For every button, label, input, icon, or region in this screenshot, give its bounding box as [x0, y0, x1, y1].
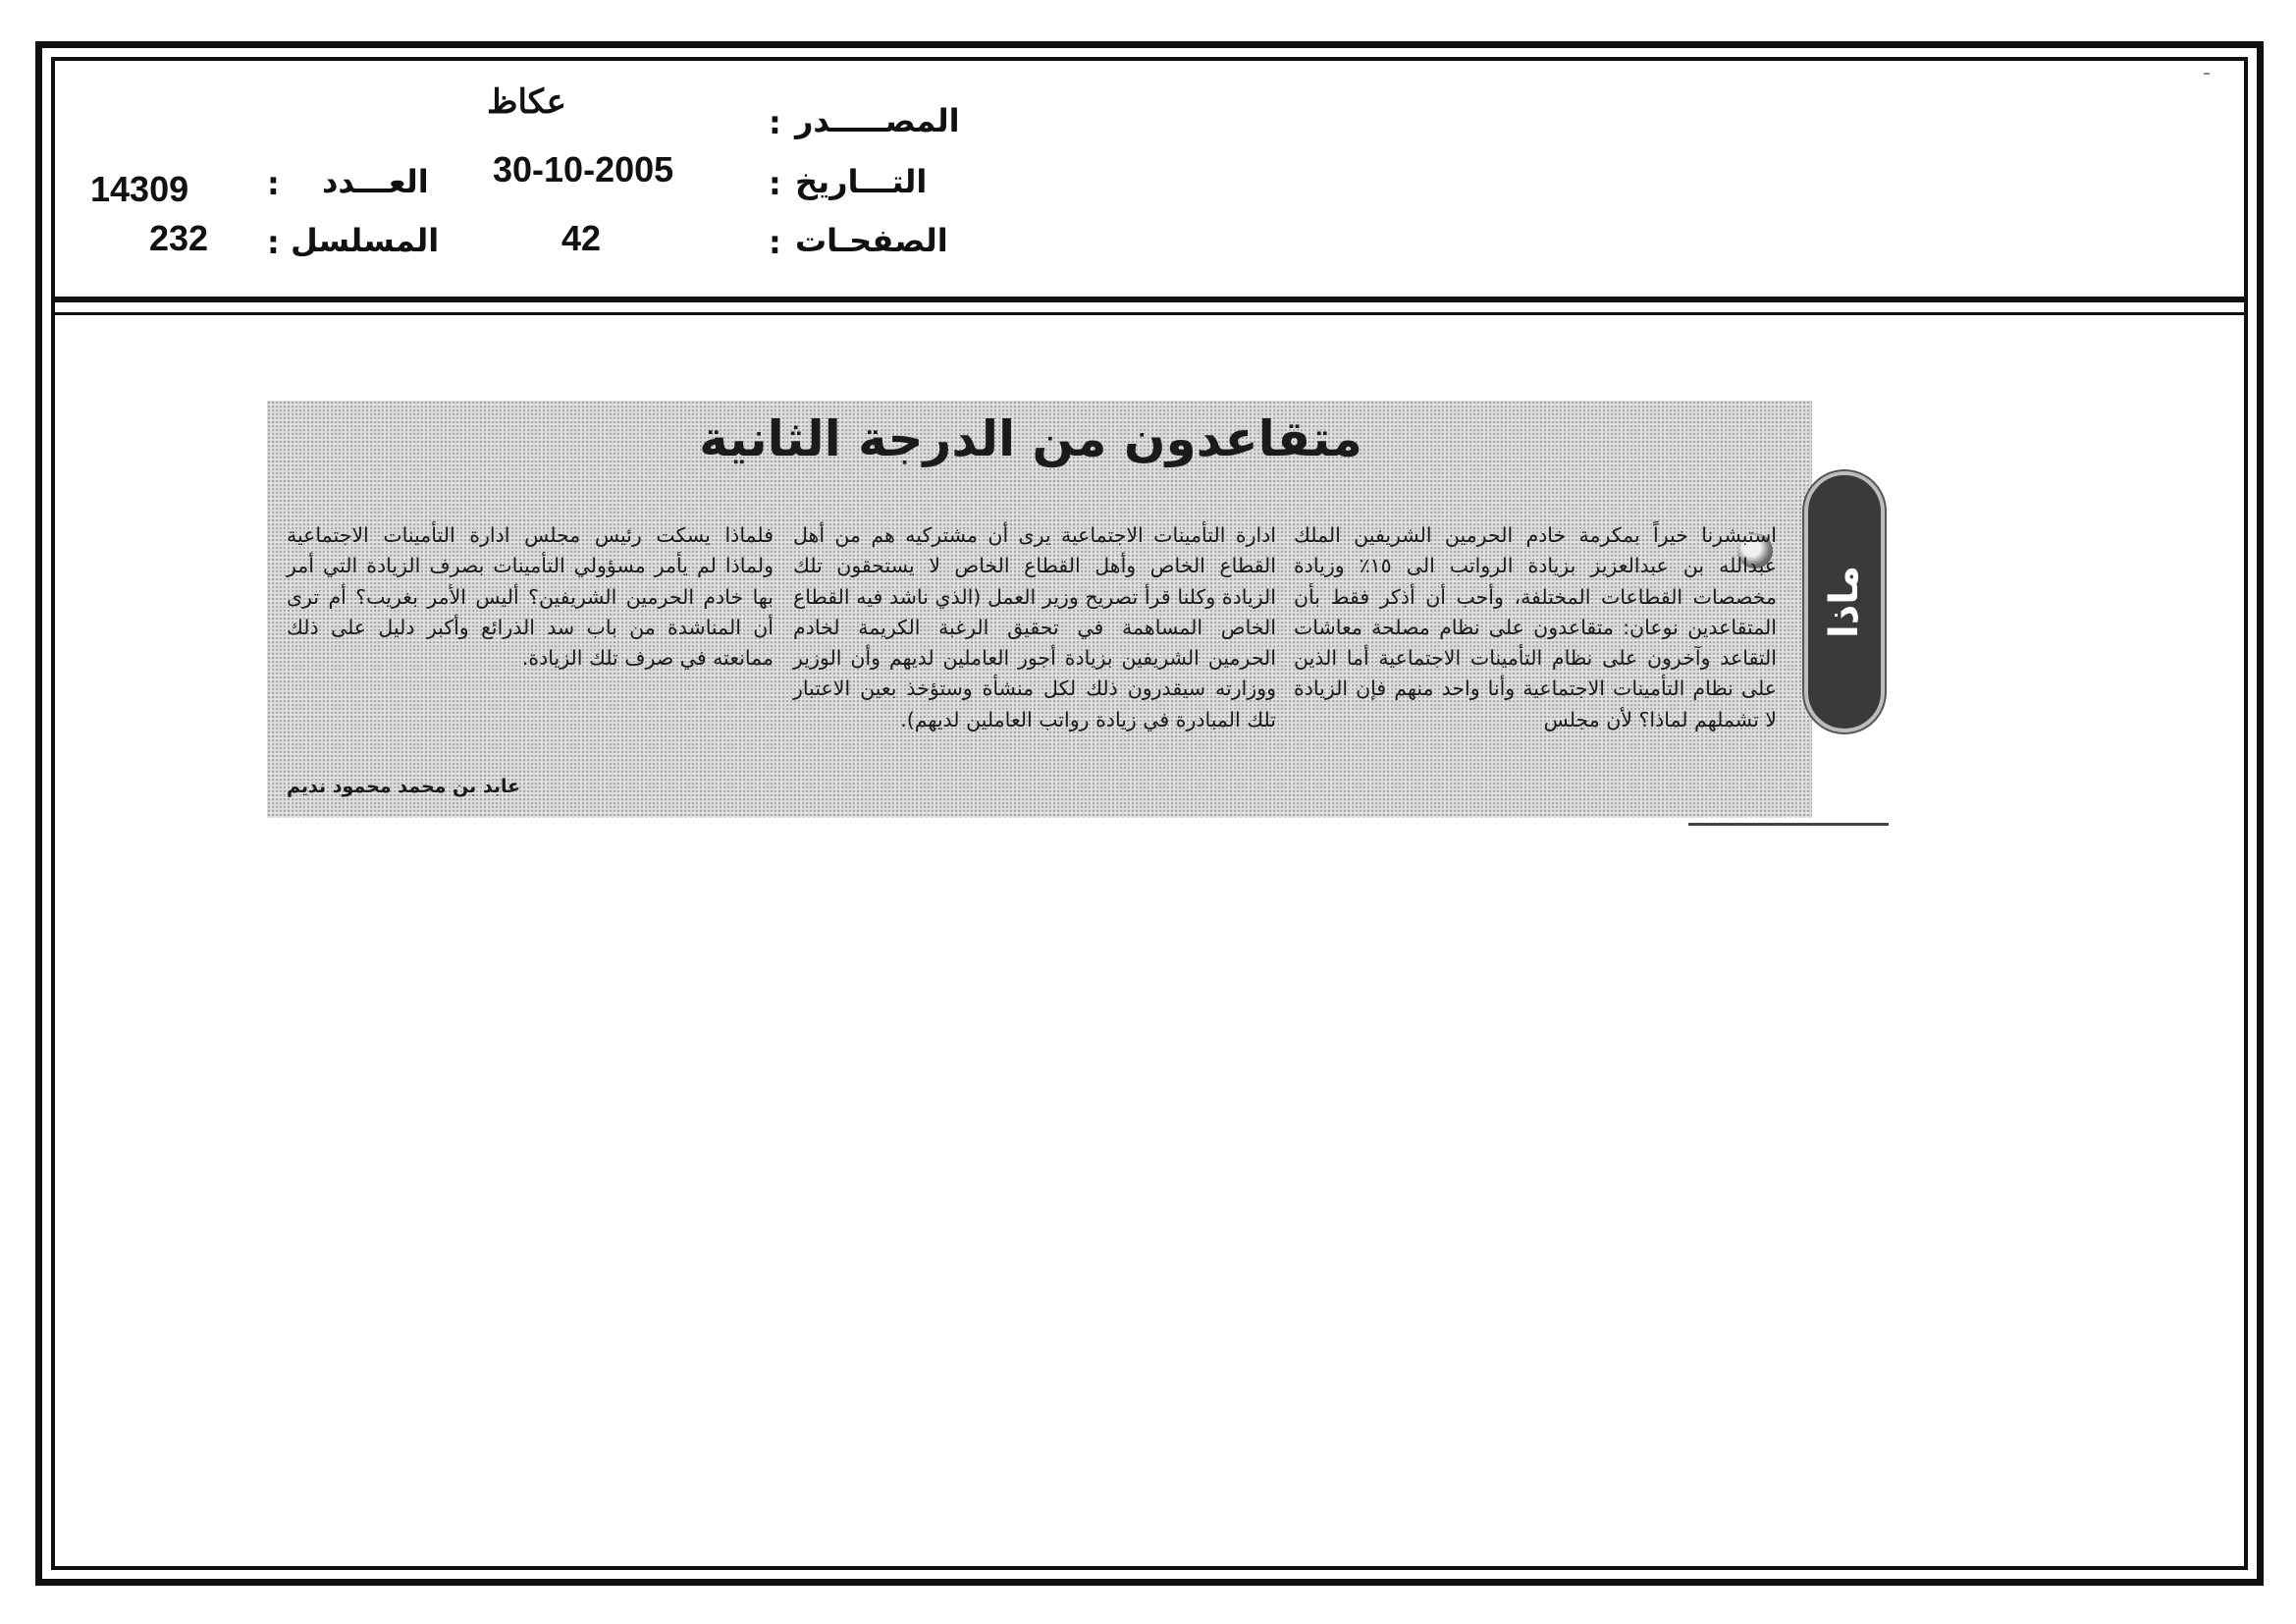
corner-mark: [2204, 73, 2210, 75]
clipping-edge-line: [1688, 823, 1889, 826]
author-byline: عابد بن محمد محمود نديم: [287, 776, 521, 797]
date-label: التـــاريخ: [795, 163, 928, 200]
article-column-3: فلماذا يسكت رئيس مجلس ادارة التأمينات الاجتماعية ولماذا لم يأمر مسؤولي التأمينات بصرف الزيادة التي أمر بها خادم الحرمين الشريفين؟ أليس الأمر بغريب؟ أم ترى أن المناشدة من باب سد الذرائع وأكبر دليل على ذلك ممانعته في صرف تلك الزيادة.: [287, 523, 774, 671]
column-badge: [1804, 471, 1885, 732]
header-divider-thin: [51, 312, 2248, 315]
date-value: 30-10-2005: [493, 149, 674, 189]
source-value: عكاظ: [487, 83, 566, 121]
header-divider: [51, 297, 2248, 302]
issue-value: 14309: [90, 169, 189, 209]
serial-colon: :: [267, 224, 280, 261]
article-column-2: ادارة التأمينات الاجتماعية يرى أن مشتركيه هم من أهل القطاع الخاص وأهل القطاع الخاص لا يستحقون تلك الزيادة وكلنا قرأ تصريح وزير العمل (الذي ناشد فيه القطاع الخاص المساهمة في تحقيق الرغبة الكريمة لخادم الحرمين الشريفين بزيادة أجور العاملين لديهم وأن الوزير ووزارته سيقدرون ذلك لكل منشأة وستؤخذ بعين الاعتبار تلك المبادرة في زيادة رواتب العاملين لديهم).: [793, 523, 1276, 731]
article-headline: متقاعدون من الدرجة الثانية: [699, 410, 1362, 467]
pages-value: 42: [561, 218, 602, 258]
issue-label: العـــدد: [322, 163, 429, 200]
date-colon: :: [769, 165, 781, 202]
source-colon: :: [769, 104, 781, 141]
pages-label: الصفحـات: [795, 222, 948, 259]
badge-label: ماذا: [1822, 565, 1867, 639]
article-column-1: استبشرنا خيراً بمكرمة خادم الحرمين الشريفين الملك عبدالله بن عبدالعزيز بزيادة الرواتب الى ١٥٪ وزيادة مخصصات القطاعات المختلفة، وأحب أن أذكر فقط بأن المتقاعدين نوعان: متقاعدون على نظام مصلحة معاشات التقاعد وآخرون على نظام التأمينات الاجتماعية أما الذين على نظام التأمينات الاجتماعية وأنا واحد منهم فإن الزيادة لا تشملهم لماذا؟ لأن مجلس: [1294, 523, 1777, 731]
source-label: المصـــــدر: [795, 102, 960, 139]
serial-value: 232: [149, 218, 209, 258]
issue-colon: :: [267, 165, 280, 202]
pages-colon: :: [769, 224, 781, 261]
serial-label: المسلسل: [291, 222, 440, 259]
